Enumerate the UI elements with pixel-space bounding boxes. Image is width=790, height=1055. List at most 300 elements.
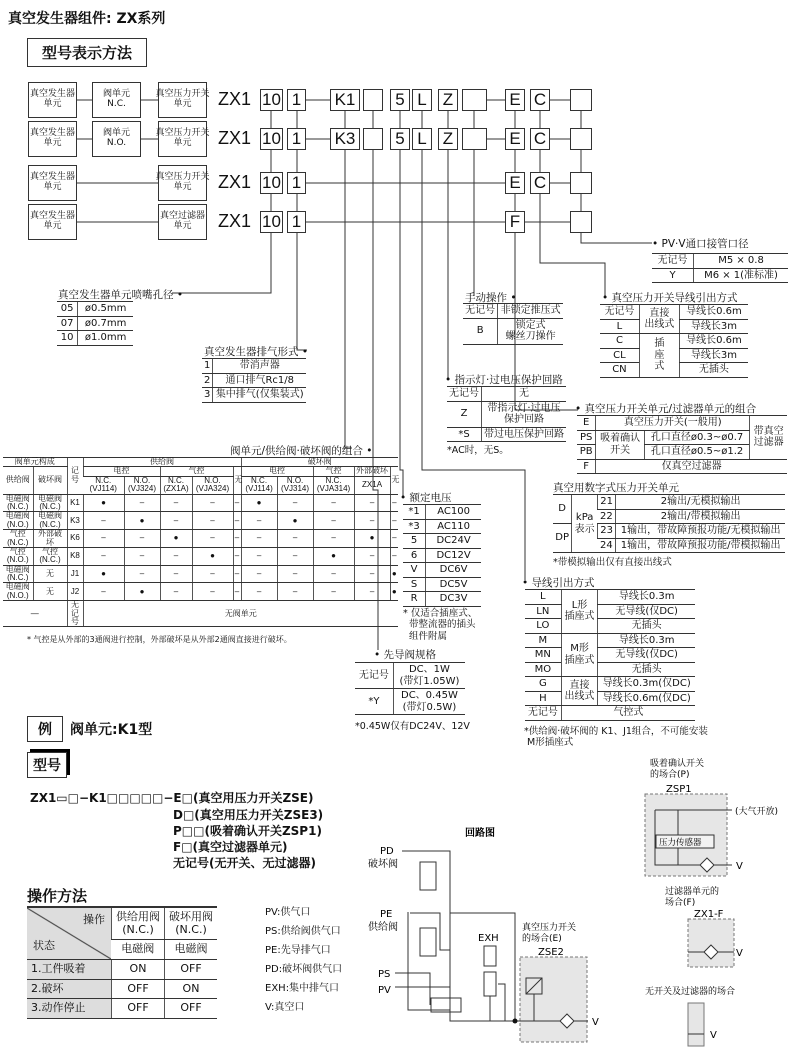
code-box xyxy=(462,89,487,111)
table-cell: ● xyxy=(83,494,124,512)
table-row xyxy=(652,268,788,283)
table-cell: PS xyxy=(577,430,596,445)
table-cell: 导线长0.6m xyxy=(679,305,748,320)
table-cell: – xyxy=(124,530,160,548)
table-cell: J1 xyxy=(67,565,83,583)
table-cell: – xyxy=(354,565,390,583)
table-row xyxy=(652,254,788,269)
model-prefix: ZX1 xyxy=(218,128,252,148)
table-cell: 带消声器 xyxy=(213,359,306,374)
section-model-heading: 型号表示方法 xyxy=(27,38,147,67)
table-row xyxy=(3,494,398,512)
table-cell: – xyxy=(192,583,233,601)
pv-label: PV xyxy=(378,985,391,996)
table-cell: – xyxy=(277,494,313,512)
table-cell: LN xyxy=(525,604,561,619)
table-cell: R xyxy=(403,592,426,607)
table-cell: M xyxy=(525,633,561,648)
table-cell: – xyxy=(83,583,124,601)
table-row xyxy=(3,583,398,601)
table-row xyxy=(525,648,695,663)
table-row xyxy=(463,304,563,319)
table-cell: 电磁阀 (N.C.) xyxy=(3,565,33,583)
table-cell: L xyxy=(600,319,639,334)
table-cell: 07 xyxy=(57,316,78,331)
table-cell: 无 xyxy=(33,565,67,583)
table-cell: 电磁阀 (N.O.) xyxy=(3,512,33,530)
table-cell: DC5V xyxy=(426,577,481,592)
table-cell: 无 xyxy=(390,467,398,494)
table-cell: — xyxy=(3,601,67,627)
indicator-table xyxy=(447,386,566,442)
switch-wire-label: • 真空压力开关导线引出方式 xyxy=(602,290,738,305)
table-row xyxy=(3,512,398,530)
table-cell: L xyxy=(525,590,561,605)
v-label: V xyxy=(592,1017,599,1028)
table-row xyxy=(447,427,566,442)
unit-box: 真空压力开关 单元 xyxy=(158,82,207,118)
table-cell: – xyxy=(192,565,233,583)
state-header: 状态 xyxy=(33,939,55,953)
table-cell: *3 xyxy=(403,519,426,534)
table-row xyxy=(403,563,481,578)
table-cell: 无记号 xyxy=(525,706,561,721)
table-cell: 21 xyxy=(598,495,616,510)
model-line-1: ZX1▭□−K1□□□□□−E□(真空用压力开关ZSE) xyxy=(30,791,314,805)
port-label: • PV·V通口接管口径 xyxy=(652,236,749,251)
table-row xyxy=(202,359,306,374)
table-cell: *Y xyxy=(355,689,393,715)
pilot-table xyxy=(355,662,465,715)
valve-label: 阀单元/供给阀·破坏阀的组合 • xyxy=(230,443,372,458)
table-row xyxy=(525,662,695,677)
table-cell: PB xyxy=(577,445,596,460)
code-box: C xyxy=(530,89,550,111)
table-cell: AC100 xyxy=(426,505,481,520)
table-cell: V xyxy=(403,563,426,578)
table-cell: 22 xyxy=(598,509,616,524)
operation-table xyxy=(27,906,217,1019)
table-cell: 导线长3m xyxy=(679,319,748,334)
sub-break: 电磁阀 xyxy=(165,940,218,960)
table-cell: 外部破坏 xyxy=(33,530,67,548)
table-cell: 24 xyxy=(598,538,616,553)
table-cell: 10 xyxy=(57,331,78,346)
table-row xyxy=(463,318,563,344)
table-cell: – xyxy=(354,494,390,512)
table-cell: E xyxy=(577,416,596,431)
code-box xyxy=(363,128,383,150)
table-cell: 1输出，带故障预报功能/带模拟输出 xyxy=(616,538,785,553)
atm-label: (大气开放) xyxy=(735,807,779,817)
table-cell: 记 号 xyxy=(67,458,83,495)
table-row xyxy=(525,633,695,648)
table-cell: 导线长0.6m(仅DC) xyxy=(598,691,695,706)
table-row xyxy=(525,619,695,634)
code-box xyxy=(570,172,592,194)
code-box xyxy=(570,128,592,150)
switch-wire-table xyxy=(600,304,748,378)
port-legend-item: PS:供给阀供气口 xyxy=(265,926,341,937)
table-cell: 气控 (N.O.) xyxy=(3,547,33,565)
code-box xyxy=(570,211,592,233)
unit-box: 真空发生器 单元 xyxy=(28,121,77,157)
table-cell: MO xyxy=(525,662,561,677)
table-row xyxy=(27,999,217,1019)
table-cell: 外部破坏 xyxy=(356,466,389,476)
table-cell: – xyxy=(277,583,313,601)
table-row xyxy=(3,530,398,548)
table-cell: – xyxy=(390,494,398,512)
table-row xyxy=(525,691,695,706)
table-cell: 5 xyxy=(403,534,426,549)
table-cell: – xyxy=(313,494,354,512)
table-row xyxy=(600,334,748,349)
table-cell: – xyxy=(160,583,192,601)
table-cell: – xyxy=(390,547,398,565)
code-box: K1 xyxy=(330,89,360,111)
table-cell: 无导线(仅DC) xyxy=(598,648,695,663)
circuit-title: 回路图 xyxy=(465,828,495,839)
code-box: Z xyxy=(438,89,458,111)
table-cell: ZX1A xyxy=(354,476,390,494)
pd-label: PD xyxy=(380,846,394,857)
table-cell: 无插头 xyxy=(598,662,695,677)
code-box: E xyxy=(505,128,525,150)
table-cell: *1 xyxy=(403,505,426,520)
table-cell: MN xyxy=(525,648,561,663)
table-cell: 仅真空过滤器 xyxy=(596,459,787,474)
table-cell: DC24V xyxy=(426,534,481,549)
table-cell: – xyxy=(313,530,354,548)
table-cell: – xyxy=(124,547,160,565)
example-tag: 例 xyxy=(27,716,63,742)
unit-box: 阀单元 N.O. xyxy=(92,121,141,157)
code-box: L xyxy=(412,128,432,150)
op-header: 操作 xyxy=(83,913,105,926)
table-cell: 气控 xyxy=(313,467,354,476)
state: 3.动作停止 xyxy=(27,999,112,1019)
f-title: 过滤器单元的场合(F) xyxy=(665,887,720,908)
table-cell: ● xyxy=(160,530,192,548)
valve-combination-table xyxy=(3,457,398,627)
table-cell: 真空压力开关(一般用) xyxy=(596,416,750,431)
code-box xyxy=(363,89,383,111)
code-box: C xyxy=(530,128,550,150)
table-cell: 无插头 xyxy=(598,619,695,634)
table-cell: 导线长0.3m xyxy=(598,590,695,605)
table-cell: – xyxy=(233,512,241,530)
port-legend-item: PD:破坏阀供气口 xyxy=(265,964,343,975)
table-cell: S xyxy=(403,577,426,592)
table-cell: N.O. (VJA324) xyxy=(192,476,233,494)
table-cell: N.O. (VJ324) xyxy=(124,476,160,494)
voltage-table xyxy=(403,504,481,607)
manual-label: 手动操作 • xyxy=(465,290,517,305)
table-row xyxy=(27,959,217,979)
table-cell: – xyxy=(233,565,241,583)
model-prefix: ZX1 xyxy=(218,172,252,192)
table-row xyxy=(57,316,133,331)
table-cell: 电控 xyxy=(241,467,313,476)
code-box: 10 xyxy=(260,128,283,150)
table-cell: – xyxy=(354,512,390,530)
table-cell: K8 xyxy=(67,547,83,565)
table-cell: 3 xyxy=(202,388,213,403)
table-cell: 带真空 过滤器 xyxy=(750,416,787,460)
table-cell: ● xyxy=(390,583,398,601)
table-cell: ● xyxy=(124,512,160,530)
table-row xyxy=(57,331,133,346)
table-row xyxy=(525,604,695,619)
table-cell: AC110 xyxy=(426,519,481,534)
table-cell: 2输出/带模拟输出 xyxy=(616,509,785,524)
model-line-3: P□□(吸着确认开关ZSP1) xyxy=(173,824,322,838)
table-cell: G xyxy=(525,677,561,692)
table-cell: – xyxy=(277,565,313,583)
v-label-none: V xyxy=(710,1030,717,1041)
table-row xyxy=(3,467,398,476)
table-cell: – xyxy=(233,494,241,512)
table-row xyxy=(403,577,481,592)
value: ON xyxy=(112,959,165,979)
table-cell: 供给阀 xyxy=(3,467,33,494)
code-box xyxy=(462,128,487,150)
port-legend-item: PE:先导排气口 xyxy=(265,945,331,956)
port-legend-item: V:真空口 xyxy=(265,1002,305,1013)
table-cell: 05 xyxy=(57,302,78,317)
table-row xyxy=(3,547,398,565)
table-cell: 无记号 xyxy=(67,601,83,627)
table-cell: ● xyxy=(354,530,390,548)
unit-box: 真空压力开关 单元 xyxy=(158,165,207,201)
table-cell: 直接 出线式 xyxy=(639,305,679,334)
table-cell: 通口排气Rc1/8 xyxy=(213,373,306,388)
table-row xyxy=(3,565,398,583)
port-legend xyxy=(265,903,342,1017)
table-cell: – xyxy=(241,530,277,548)
table-cell: – xyxy=(160,565,192,583)
digital-note: *带模拟输出仅有直接出线式 xyxy=(553,557,672,568)
code-box: E xyxy=(505,89,525,111)
circuit-diagram xyxy=(360,750,790,1055)
table-cell: 电磁阀 (N.C.) xyxy=(3,494,33,512)
table-cell: 1 xyxy=(202,359,213,374)
table-cell: – xyxy=(313,565,354,583)
nozzle-table xyxy=(57,301,133,346)
table-row xyxy=(57,302,133,317)
table-cell: LO xyxy=(525,619,561,634)
valve-note: * 气控是从外部的3通阀进行控制，外部破坏是从外部2通阀直接进行破坏。 xyxy=(27,635,292,644)
table-cell: 无记号 xyxy=(447,387,482,402)
table-cell: ● xyxy=(124,583,160,601)
table-cell: – xyxy=(313,583,354,601)
table-cell: 带指示灯·过电压 保护回路 xyxy=(482,401,567,427)
exhaust-table xyxy=(202,358,306,403)
table-cell: – xyxy=(160,512,192,530)
port-legend-item: PV:供气口 xyxy=(265,907,311,918)
table-cell: 电控 xyxy=(83,467,160,476)
table-cell: 直接 出线式 xyxy=(561,677,598,706)
table-cell: 破坏阀 xyxy=(33,467,67,494)
table-row xyxy=(355,689,465,715)
table-cell: K3 xyxy=(67,512,83,530)
table-cell: DC12V xyxy=(426,548,481,563)
table-row xyxy=(577,459,787,474)
table-cell: 气控 (N.C.) xyxy=(33,547,67,565)
col-break: 破坏用阀 (N.C.) xyxy=(165,907,218,940)
table-cell: – xyxy=(277,547,313,565)
pd-name: 破坏阀 xyxy=(368,859,398,870)
table-cell: 带过电压保护回路 xyxy=(482,427,567,442)
zse-title-1: 真空压力开关的场合(E) xyxy=(522,923,577,944)
value: OFF xyxy=(112,979,165,999)
table-cell: F xyxy=(577,459,596,474)
table-cell: – xyxy=(192,530,233,548)
unit-box: 真空发生器 单元 xyxy=(28,82,77,118)
table-cell: 气控 (N.C.) xyxy=(3,530,33,548)
table-cell: 无阀单元 xyxy=(83,601,398,627)
table-row xyxy=(403,534,481,549)
table-row xyxy=(3,601,398,627)
table-cell: – xyxy=(83,547,124,565)
wire-label: • 导线引出方式 xyxy=(522,575,595,590)
state: 1.工件吸着 xyxy=(27,959,112,979)
table-cell: – xyxy=(83,512,124,530)
table-row xyxy=(600,305,748,320)
table-cell: 阀单元构成 xyxy=(3,458,67,467)
table-cell: 集中排气(仅集装式) xyxy=(213,388,306,403)
model-prefix: ZX1 xyxy=(218,89,252,109)
indicator-note: *AC时，无S。 xyxy=(447,445,509,456)
pilot-label: • 先导阀规格 xyxy=(374,647,436,662)
none-box xyxy=(688,1003,704,1046)
table-cell: M6 × 1(准标准) xyxy=(694,268,788,283)
code-box: K3 xyxy=(330,128,360,150)
table-row xyxy=(202,373,306,388)
table-cell: – xyxy=(354,583,390,601)
table-row xyxy=(27,979,217,999)
code-box: 5 xyxy=(390,89,410,111)
table-row xyxy=(577,416,787,431)
table-row xyxy=(403,505,481,520)
combo-label: • 真空压力开关单元/过滤器单元的组合 xyxy=(575,401,756,416)
zsp-title: 吸着确认开关的场合(P) xyxy=(650,759,705,780)
table-row xyxy=(525,677,695,692)
table-row xyxy=(553,495,785,510)
table-cell: – xyxy=(192,512,233,530)
table-cell: 23 xyxy=(598,524,616,539)
table-cell: – xyxy=(124,565,160,583)
table-cell: 导线长0.6m xyxy=(679,334,748,349)
table-cell: 无导线(仅DC) xyxy=(598,604,695,619)
sub-supply: 电磁阀 xyxy=(112,940,165,960)
value: OFF xyxy=(165,959,218,979)
table-cell: ● xyxy=(83,565,124,583)
code-box: 10 xyxy=(260,89,283,111)
unit-box: 真空压力开关 单元 xyxy=(158,121,207,157)
table-cell: 气控 xyxy=(160,467,233,476)
table-cell: CN xyxy=(600,363,639,378)
table-cell: N.C. (VJ114) xyxy=(241,476,277,494)
wire-table xyxy=(525,589,695,721)
col-supply: 供给用阀 (N.C.) xyxy=(112,907,165,940)
model-tag: 型号 xyxy=(27,752,67,778)
table-cell: – xyxy=(354,547,390,565)
table-cell: 无记号 xyxy=(355,663,393,689)
value: OFF xyxy=(165,999,218,1019)
table-cell: K6 xyxy=(67,530,83,548)
table-row xyxy=(202,388,306,403)
table-cell: – xyxy=(192,494,233,512)
table-cell: 无 xyxy=(482,387,567,402)
table-cell: 电磁阀 (N.C.) xyxy=(33,512,67,530)
table-cell: M5 × 0.8 xyxy=(694,254,788,269)
table-cell: N.C. (VJA314) xyxy=(313,476,354,494)
table-cell: – xyxy=(233,530,241,548)
model-line-4: F□(真空过滤器单元) xyxy=(173,840,288,854)
table-cell: DP xyxy=(553,524,572,553)
table-row xyxy=(403,592,481,607)
table-cell: N.C. (VJ114) xyxy=(83,476,124,494)
table-cell: 孔口直径ø0.3~ø0.7 xyxy=(644,430,749,445)
table-cell: 2输出/无模拟输出 xyxy=(616,495,785,510)
table-cell: DC、1W (带灯1.05W) xyxy=(393,663,465,689)
table-cell: – xyxy=(160,494,192,512)
table-cell: – xyxy=(124,494,160,512)
table-cell: kPa 表示 xyxy=(572,495,598,553)
table-cell: 无记号 xyxy=(652,254,694,269)
value: ON xyxy=(165,979,218,999)
v-label-f: V xyxy=(736,948,743,959)
table-cell: DC3V xyxy=(426,592,481,607)
table-cell: ø1.0mm xyxy=(78,331,133,346)
table-cell: N.O. (VJ314) xyxy=(277,476,313,494)
code-box: C xyxy=(530,172,550,194)
code-box xyxy=(570,89,592,111)
nozzle-label: 真空发生器单元喷嘴孔径 • xyxy=(58,287,183,302)
table-row xyxy=(403,519,481,534)
table-row xyxy=(525,706,695,721)
table-cell: 无记号 xyxy=(463,304,498,319)
port-table xyxy=(652,253,788,283)
table-cell: – xyxy=(390,530,398,548)
ps-label: PS xyxy=(378,969,391,980)
unit-box: 真空过滤器 单元 xyxy=(158,204,207,240)
table-cell: 1输出，带故障预报功能/无模拟输出 xyxy=(616,524,785,539)
table-cell: – xyxy=(160,547,192,565)
table-row xyxy=(403,548,481,563)
table-cell: – xyxy=(313,512,354,530)
table-cell: *S xyxy=(447,427,482,442)
table-cell: H xyxy=(525,691,561,706)
port-legend-item: EXH:集中排气口 xyxy=(265,983,340,994)
table-cell: 吸着确认 开关 xyxy=(596,430,645,459)
table-cell: K1 xyxy=(67,494,83,512)
table-cell: 锁定式 螺丝刀操作 xyxy=(498,318,563,344)
table-cell: – xyxy=(241,547,277,565)
model-options xyxy=(173,807,323,871)
model-line-5: 无记号(无开关、无过滤器) xyxy=(173,856,316,870)
table-cell: 导线长0.3m xyxy=(598,633,695,648)
table-cell: – xyxy=(241,583,277,601)
unit-box: 阀单元 N.C. xyxy=(92,82,141,118)
table-cell: ø0.5mm xyxy=(78,302,133,317)
model-line-2: D□(真空用压力开关ZSE3) xyxy=(173,808,324,822)
code-box: 1 xyxy=(287,211,306,233)
unit-box: 真空发生器 单元 xyxy=(28,204,77,240)
v-label-p: V xyxy=(736,861,743,872)
